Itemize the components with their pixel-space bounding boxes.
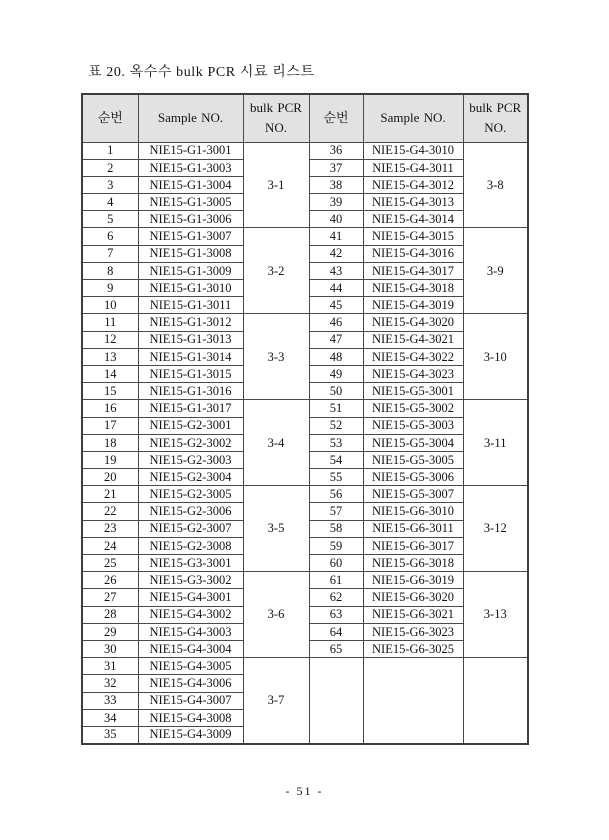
sample-cell: NIE15-G4-3022 (363, 348, 463, 365)
seq-cell: 18 (82, 434, 138, 451)
sample-cell: NIE15-G4-3020 (363, 314, 463, 331)
table-row (82, 228, 528, 245)
bulk-pcr-cell: 3-5 (243, 486, 309, 572)
seq-cell: 25 (82, 555, 138, 572)
sample-cell: NIE15-G2-3002 (138, 434, 243, 451)
sample-cell: NIE15-G4-3013 (363, 194, 463, 211)
page-number: - 51 - (285, 784, 324, 798)
table-row (82, 486, 528, 503)
seq-cell: 64 (309, 623, 363, 640)
bulk-pcr-cell: 3-3 (243, 314, 309, 400)
seq-cell: 37 (309, 159, 363, 176)
seq-cell: 27 (82, 589, 138, 606)
column-header-sample-right: Sample NO. (363, 94, 463, 142)
bulk-pcr-cell: 3-10 (463, 314, 528, 400)
sample-cell: NIE15-G2-3001 (138, 417, 243, 434)
seq-cell: 31 (82, 658, 138, 675)
sample-cell: NIE15-G1-3003 (138, 159, 243, 176)
bulk-pcr-cell: 3-4 (243, 400, 309, 486)
seq-cell: 8 (82, 262, 138, 279)
sample-cell: NIE15-G4-3004 (138, 640, 243, 657)
seq-cell: 57 (309, 503, 363, 520)
seq-cell: 14 (82, 365, 138, 382)
bulk-pcr-cell: 3-7 (243, 658, 309, 744)
sample-cell: NIE15-G1-3006 (138, 211, 243, 228)
seq-cell: 46 (309, 314, 363, 331)
seq-cell: 42 (309, 245, 363, 262)
sample-cell: NIE15-G4-3012 (363, 176, 463, 193)
seq-cell: 6 (82, 228, 138, 245)
seq-cell: 56 (309, 486, 363, 503)
bulk-pcr-cell: 3-1 (243, 142, 309, 228)
sample-cell: NIE15-G4-3017 (363, 262, 463, 279)
bulk-pcr-cell: 3-9 (463, 228, 528, 314)
sample-cell: NIE15-G1-3007 (138, 228, 243, 245)
sample-cell: NIE15-G6-3020 (363, 589, 463, 606)
sample-cell: NIE15-G5-3002 (363, 400, 463, 417)
empty-seq-cell (309, 658, 363, 744)
sample-cell: NIE15-G1-3011 (138, 297, 243, 314)
sample-cell: NIE15-G4-3019 (363, 297, 463, 314)
seq-cell: 16 (82, 400, 138, 417)
seq-cell: 22 (82, 503, 138, 520)
seq-cell: 61 (309, 572, 363, 589)
empty-sample-cell (363, 658, 463, 744)
sample-cell: NIE15-G4-3021 (363, 331, 463, 348)
column-header-seq-left: 순번 (82, 94, 138, 142)
seq-cell: 48 (309, 348, 363, 365)
sample-cell: NIE15-G6-3025 (363, 640, 463, 657)
sample-cell: NIE15-G4-3006 (138, 675, 243, 692)
bulk-pcr-cell: 3-12 (463, 486, 528, 572)
seq-cell: 39 (309, 194, 363, 211)
seq-cell: 7 (82, 245, 138, 262)
sample-cell: NIE15-G2-3007 (138, 520, 243, 537)
seq-cell: 23 (82, 520, 138, 537)
sample-cell: NIE15-G2-3003 (138, 451, 243, 468)
seq-cell: 59 (309, 537, 363, 554)
sample-cell: NIE15-G1-3008 (138, 245, 243, 262)
bulk-pcr-cell: 3-11 (463, 400, 528, 486)
seq-cell: 41 (309, 228, 363, 245)
seq-cell: 32 (82, 675, 138, 692)
seq-cell: 5 (82, 211, 138, 228)
seq-cell: 11 (82, 314, 138, 331)
seq-cell: 54 (309, 451, 363, 468)
sample-cell: NIE15-G4-3015 (363, 228, 463, 245)
sample-cell: NIE15-G4-3009 (138, 726, 243, 743)
bulk-pcr-sample-table (81, 93, 529, 745)
sample-cell: NIE15-G4-3003 (138, 623, 243, 640)
sample-cell: NIE15-G1-3017 (138, 400, 243, 417)
sample-cell: NIE15-G4-3018 (363, 280, 463, 297)
column-header-seq-right: 순번 (309, 94, 363, 142)
sample-cell: NIE15-G6-3018 (363, 555, 463, 572)
seq-cell: 62 (309, 589, 363, 606)
sample-cell: NIE15-G4-3011 (363, 159, 463, 176)
seq-cell: 38 (309, 176, 363, 193)
table-row (82, 658, 528, 675)
sample-cell: NIE15-G2-3004 (138, 469, 243, 486)
sample-cell: NIE15-G5-3004 (363, 434, 463, 451)
seq-cell: 28 (82, 606, 138, 623)
sample-cell: NIE15-G4-3010 (363, 142, 463, 159)
seq-cell: 49 (309, 365, 363, 382)
seq-cell: 26 (82, 572, 138, 589)
seq-cell: 45 (309, 297, 363, 314)
column-header-sample-left: Sample NO. (138, 94, 243, 142)
sample-cell: NIE15-G2-3006 (138, 503, 243, 520)
seq-cell: 53 (309, 434, 363, 451)
column-header-bulk-left: bulk PCR NO. (243, 94, 309, 142)
sample-cell: NIE15-G3-3001 (138, 555, 243, 572)
seq-cell: 29 (82, 623, 138, 640)
table-body (82, 142, 528, 744)
sample-cell: NIE15-G5-3003 (363, 417, 463, 434)
column-header-bulk-right: bulk PCR NO. (463, 94, 528, 142)
table-row (82, 314, 528, 331)
sample-cell: NIE15-G1-3014 (138, 348, 243, 365)
bulk-pcr-cell: 3-6 (243, 572, 309, 658)
sample-cell: NIE15-G5-3006 (363, 469, 463, 486)
sample-cell: NIE15-G4-3002 (138, 606, 243, 623)
sample-cell: NIE15-G1-3016 (138, 383, 243, 400)
seq-cell: 40 (309, 211, 363, 228)
seq-cell: 15 (82, 383, 138, 400)
seq-cell: 50 (309, 383, 363, 400)
seq-cell: 12 (82, 331, 138, 348)
seq-cell: 44 (309, 280, 363, 297)
bulk-pcr-cell: 3-2 (243, 228, 309, 314)
empty-bulk-pcr-cell (463, 658, 528, 744)
seq-cell: 13 (82, 348, 138, 365)
sample-cell: NIE15-G6-3019 (363, 572, 463, 589)
sample-cell: NIE15-G1-3010 (138, 280, 243, 297)
sample-cell: NIE15-G1-3015 (138, 365, 243, 382)
seq-cell: 36 (309, 142, 363, 159)
sample-cell: NIE15-G6-3010 (363, 503, 463, 520)
seq-cell: 30 (82, 640, 138, 657)
sample-cell: NIE15-G1-3013 (138, 331, 243, 348)
seq-cell: 24 (82, 537, 138, 554)
bulk-pcr-cell: 3-8 (463, 142, 528, 228)
seq-cell: 21 (82, 486, 138, 503)
sample-cell: NIE15-G1-3009 (138, 262, 243, 279)
sample-cell: NIE15-G5-3007 (363, 486, 463, 503)
sample-cell: NIE15-G5-3001 (363, 383, 463, 400)
table-row (82, 142, 528, 159)
sample-cell: NIE15-G6-3011 (363, 520, 463, 537)
table-header-row (82, 94, 528, 142)
sample-cell: NIE15-G1-3004 (138, 176, 243, 193)
sample-cell: NIE15-G2-3008 (138, 537, 243, 554)
seq-cell: 63 (309, 606, 363, 623)
seq-cell: 65 (309, 640, 363, 657)
sample-cell: NIE15-G6-3017 (363, 537, 463, 554)
table-caption: 표 20. 옥수수 bulk PCR 시료 리스트 (88, 65, 315, 80)
seq-cell: 4 (82, 194, 138, 211)
sample-cell: NIE15-G4-3023 (363, 365, 463, 382)
sample-cell: NIE15-G1-3005 (138, 194, 243, 211)
seq-cell: 35 (82, 726, 138, 743)
seq-cell: 19 (82, 451, 138, 468)
sample-cell: NIE15-G4-3001 (138, 589, 243, 606)
seq-cell: 60 (309, 555, 363, 572)
sample-cell: NIE15-G4-3007 (138, 692, 243, 709)
sample-cell: NIE15-G4-3016 (363, 245, 463, 262)
seq-cell: 52 (309, 417, 363, 434)
sample-cell: NIE15-G4-3014 (363, 211, 463, 228)
seq-cell: 51 (309, 400, 363, 417)
sample-cell: NIE15-G1-3012 (138, 314, 243, 331)
seq-cell: 9 (82, 280, 138, 297)
table-row (82, 400, 528, 417)
seq-cell: 2 (82, 159, 138, 176)
seq-cell: 58 (309, 520, 363, 537)
seq-cell: 1 (82, 142, 138, 159)
sample-cell: NIE15-G6-3023 (363, 623, 463, 640)
seq-cell: 33 (82, 692, 138, 709)
seq-cell: 10 (82, 297, 138, 314)
seq-cell: 3 (82, 176, 138, 193)
seq-cell: 43 (309, 262, 363, 279)
sample-cell: NIE15-G4-3008 (138, 709, 243, 726)
seq-cell: 20 (82, 469, 138, 486)
sample-cell: NIE15-G2-3005 (138, 486, 243, 503)
seq-cell: 17 (82, 417, 138, 434)
seq-cell: 47 (309, 331, 363, 348)
sample-cell: NIE15-G6-3021 (363, 606, 463, 623)
bulk-pcr-cell: 3-13 (463, 572, 528, 658)
sample-cell: NIE15-G4-3005 (138, 658, 243, 675)
table-row (82, 572, 528, 589)
sample-cell: NIE15-G3-3002 (138, 572, 243, 589)
seq-cell: 34 (82, 709, 138, 726)
seq-cell: 55 (309, 469, 363, 486)
sample-cell: NIE15-G5-3005 (363, 451, 463, 468)
sample-cell: NIE15-G1-3001 (138, 142, 243, 159)
